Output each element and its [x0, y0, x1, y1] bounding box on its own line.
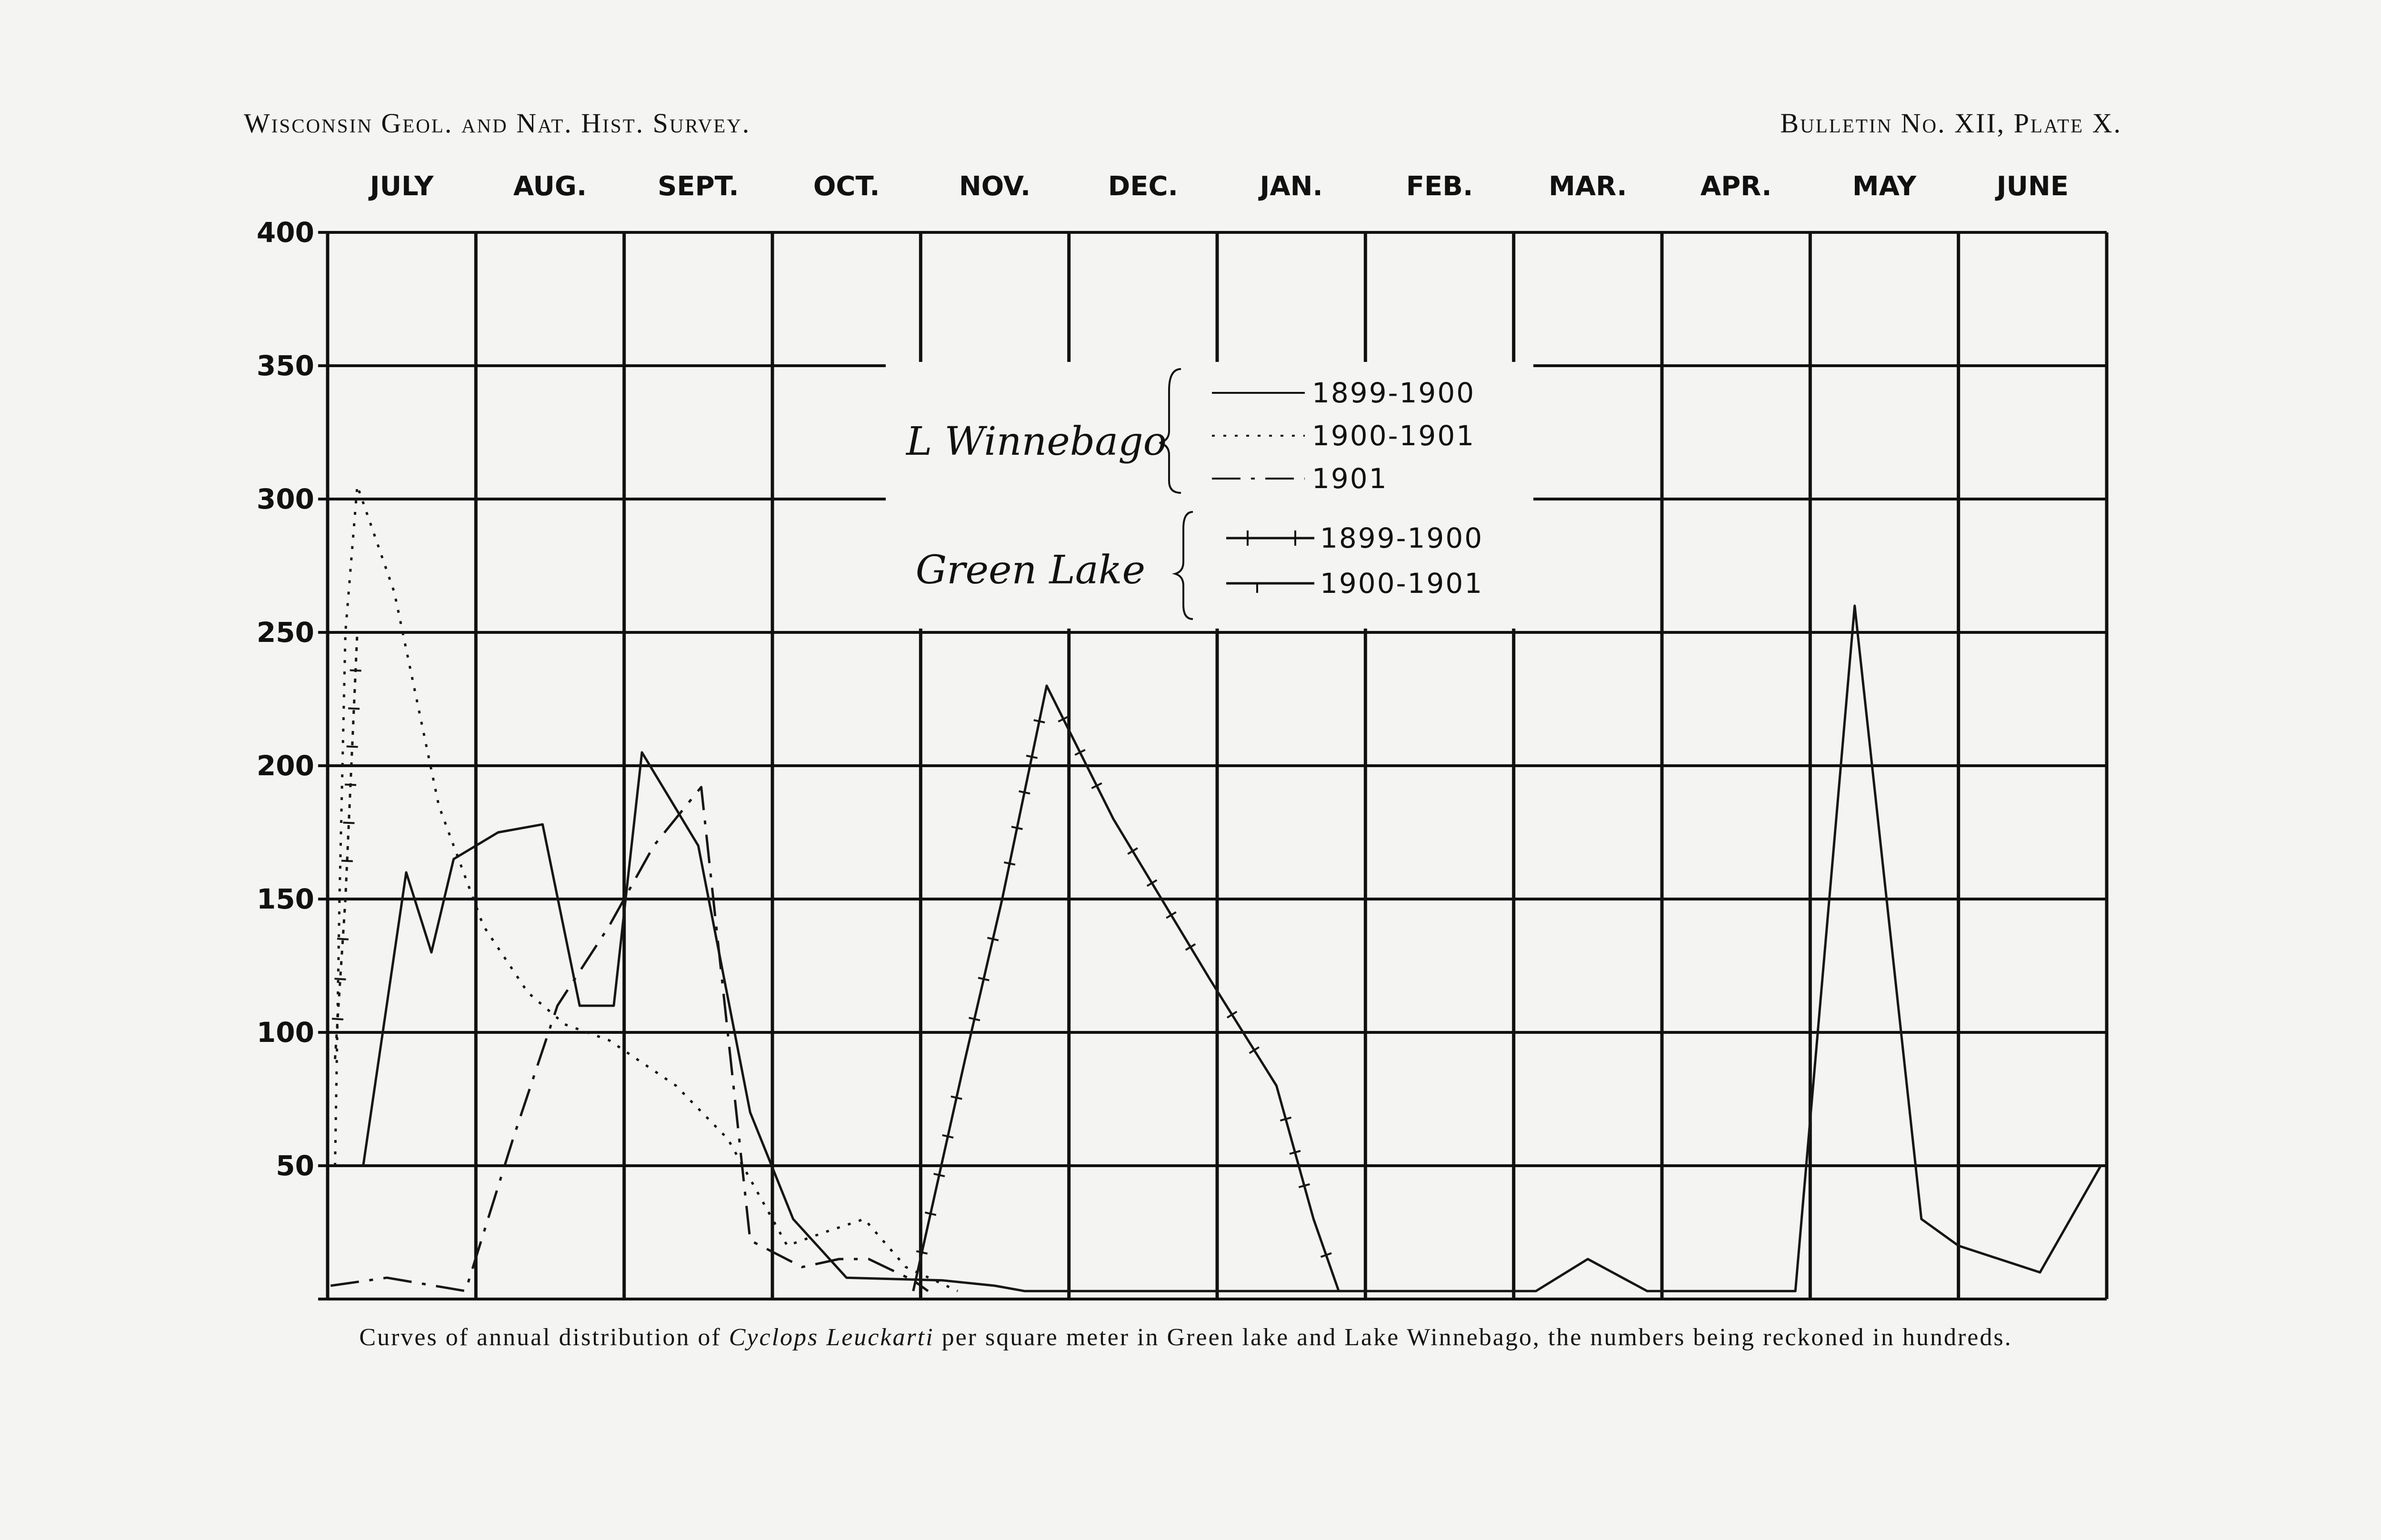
series-tick-mark — [337, 939, 349, 940]
series-line — [335, 632, 358, 1059]
caption-pre: Curves of annual distribution of — [359, 1324, 729, 1351]
series-line — [335, 486, 958, 1291]
month-label: JULY — [370, 171, 434, 202]
y-tick-label: 350 — [256, 350, 314, 382]
y-tick-label: 300 — [256, 483, 314, 515]
series-green-lake1900-1901 — [913, 686, 1339, 1291]
series-tick-mark — [1011, 827, 1022, 829]
survey-header: Wisconsin Geol. and Nat. Hist. Survey. — [244, 108, 751, 139]
y-tick-label: 50 — [276, 1150, 314, 1182]
month-label: AUG. — [513, 171, 587, 202]
month-label: APR. — [1700, 171, 1772, 202]
month-label: JAN. — [1260, 171, 1323, 202]
y-tick-label: 250 — [256, 616, 314, 649]
legend-entry-label: 1900-1901 — [1320, 567, 1484, 600]
series-tick-mark — [343, 822, 354, 823]
series-l-winnebago1900-1901 — [335, 486, 958, 1291]
legend-group-label: Green Lake — [915, 548, 1145, 593]
series-tick-mark — [348, 708, 360, 709]
y-tick-label: 200 — [256, 750, 314, 782]
legend-group-label: L Winnebago — [906, 419, 1167, 464]
series-tick-mark — [934, 1174, 945, 1176]
series-tick-mark — [916, 1251, 927, 1253]
series-tick-mark — [341, 860, 353, 861]
series-tick-mark — [345, 784, 356, 785]
caption-species: Cyclops Leuckarti — [729, 1324, 934, 1351]
series-tick-mark — [1004, 862, 1015, 865]
series-tick-mark — [347, 746, 358, 747]
month-label: OCT. — [813, 171, 880, 202]
series-tick-mark — [978, 978, 989, 980]
caption-post: per square meter in Green lake and Lake Winnebago, the numbers being reckoned in hundreds. — [934, 1324, 2012, 1351]
y-tick-label: 150 — [256, 883, 314, 915]
legend-entry-label: 1900-1901 — [1312, 420, 1476, 452]
series-tick-mark — [942, 1135, 953, 1138]
month-label: SEPT. — [658, 171, 739, 202]
month-labels — [368, 171, 2069, 202]
series-line — [913, 686, 1339, 1291]
legend-entry-label: 1899-1900 — [1320, 522, 1484, 554]
figure-caption — [267, 1324, 2105, 1351]
month-label: FEB. — [1406, 171, 1473, 202]
series-tick-mark — [969, 1018, 980, 1020]
y-tick-label: 100 — [256, 1016, 314, 1049]
series-tick-mark — [334, 979, 346, 980]
month-label: MAR. — [1549, 171, 1627, 202]
y-tick-label: 400 — [256, 216, 314, 249]
series-green-lake1899-1900 — [332, 632, 361, 1059]
series-tick-mark — [1026, 756, 1037, 758]
y-tick-labels — [257, 216, 314, 1182]
series-tick-mark — [1034, 720, 1045, 722]
series-tick-mark — [925, 1212, 936, 1215]
series-tick-mark — [1019, 791, 1030, 794]
chart-legend — [886, 362, 1533, 629]
legend-entry-label: 1899-1900 — [1312, 377, 1476, 409]
series-tick-mark — [951, 1097, 962, 1099]
month-label: NOV. — [959, 171, 1031, 202]
month-label: JUNE — [1996, 171, 2069, 202]
legend-entry-label: 1901 — [1312, 462, 1388, 495]
month-label: MAY — [1852, 171, 1917, 202]
series-tick-mark — [332, 1019, 343, 1020]
month-label: DEC. — [1108, 171, 1178, 202]
series-tick-mark — [987, 938, 998, 940]
bulletin-header: Bulletin No. XII, Plate X. — [1780, 108, 2122, 139]
